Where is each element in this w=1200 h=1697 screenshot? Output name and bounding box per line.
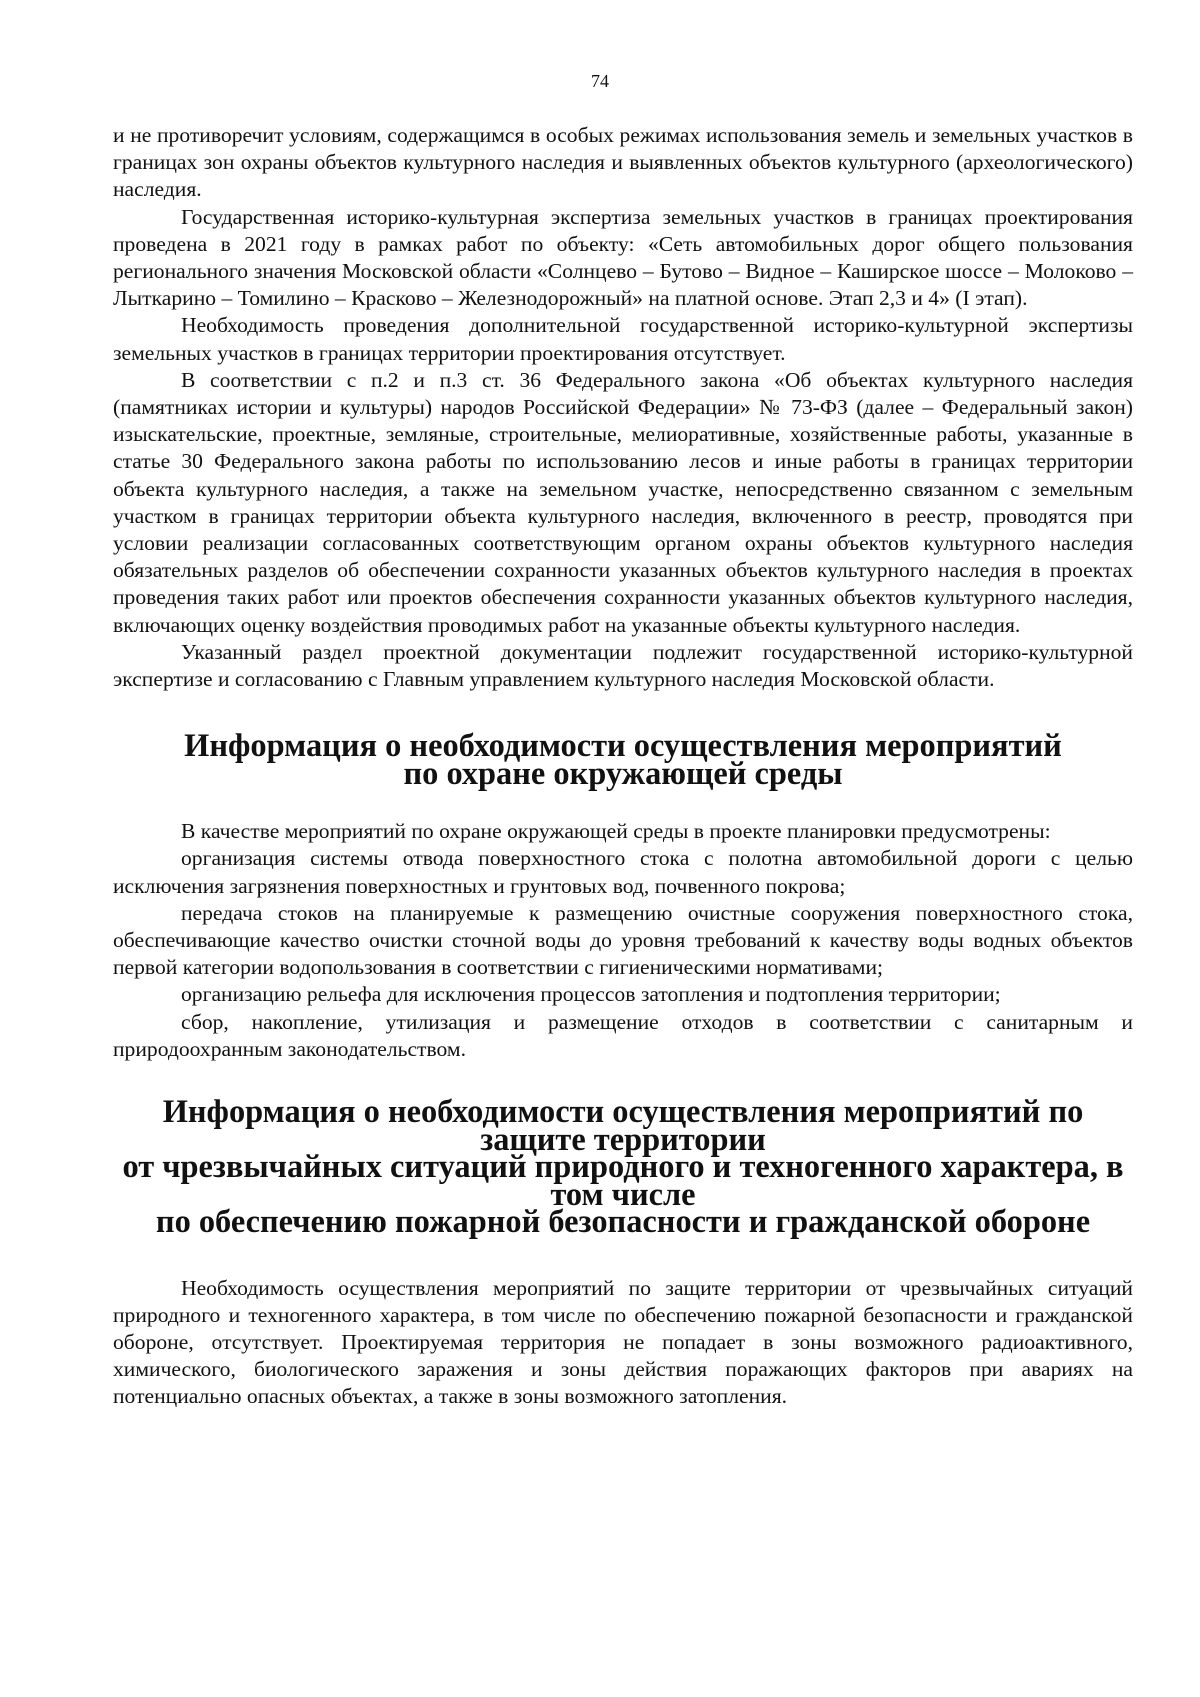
page-content	[113, 122, 1133, 1411]
paragraph-section-approval: Указанный раздел проектной документации подлежит государственной историко-культурной экспертизе и согласованию с Главным управлением культурного наследия Московской области.	[113, 639, 1133, 692]
paragraph-continuation: и не противоречит условиям, содержащимся в особых режимах использования земель и земельных участков в границах зон охраны объектов культурного наследия и выявленных объектов культурного (археологического) наследия.	[113, 123, 1133, 202]
heading-emergency	[113, 1094, 1133, 1241]
list-item-runoff: организация системы отвода поверхностного стока с полотна автомобильной дороги с целью исключения загрязнения поверхностных и грунтовых вод, почвенного покрова;	[113, 846, 1133, 898]
paragraph-expertise: Государственная историко-культурная экспертиза земельных участков в границах проектирования проведена в 2021 году в рамках работ по объекту: «Сеть автомобильных дорог общего пользования регионального значения Московской области «Солнцево – Бутово – Видное – Каширское шоссе – Молоково – Лыткарино – Томилино – Красково – Железнодорожный» на платной основе. Этап 2,3 и 4» (I этап).	[113, 204, 1133, 311]
paragraph-federal-law: В соответствии с п.2 и п.3 ст. 36 Федерального закона «Об объектах культурного наследия (памятниках истории и культуры) народов Российской Федерации» № 73-ФЗ (далее – Федеральный закон) изыскательские, проектные, земляные, строительные, мелиоративные, хозяйственные работы, указанные в статье 30 Федерального закона работы по использованию лесов и иные работы в границах территории объекта культурного наследия, а также на земельном участке, непосредственно связанном с земельным участком в границах территории объекта культурного наследия, включенного в реестр, проводятся при условии реализации согласованных соответствующим органом охраны объектов культурного наследия обязательных разделов об обеспечении сохранности указанных объектов культурного наследия в проектах проведения таких работ или проектов обеспечения сохранности указанных объектов культурного наследия, включающих оценку воздействия проводимых работ на указанные объекты культурного наследия.	[113, 367, 1133, 637]
heading-emergency-line: по обеспечению пожарной безопасности и гражданской обороне	[155, 1204, 1091, 1241]
paragraph-no-additional-expertise: Необходимость проведения дополнительной государственной историко-культурной экспертизы земельных участков в границах территории проектирования отсутствует.	[113, 313, 1133, 365]
heading-emergency-line: Информация о необходимости осуществления мероприятий по защите территории	[162, 1094, 1084, 1158]
paragraph-environment-intro: В качестве мероприятий по охране окружающей среды в проекте планировки предусмотрены:	[181, 819, 1051, 844]
list-item-treatment: передача стоков на планируемые к размещению очистные сооружения поверхностного стока, обеспечивающие качество очистки сточной воды до уровня требований к качеству воды водных объектов первой категории водопользования в соответствии с гигиеническими нормативами;	[113, 900, 1133, 980]
paragraph-emergency: Необходимость осуществления мероприятий по защите территории от чрезвычайных ситуаций природного и техногенного характера, в том числе по обеспечению пожарной безопасности и гражданской обороне, отсутствует. Проектируемая территория не попадает в зоны возможного радиоактивного, химического, биологического заражения и зоны действия поражающих факторов при авариях на потенциально опасных объектах, а также в зоны возможного затопления.	[113, 1275, 1133, 1409]
page-number: 74	[591, 71, 609, 91]
heading-emergency-line: от чрезвычайных ситуаций природного и техногенного характера, в том числе	[122, 1149, 1124, 1213]
heading-environment-line: по охране окружающей среды	[403, 755, 843, 792]
heading-environment	[113, 728, 1133, 792]
list-item-waste: сбор, накопление, утилизация и размещение отходов в соответствии с санитарным и природоохранным законодательством.	[113, 1009, 1133, 1061]
list-item-relief: организацию рельефа для исключения процессов затопления и подтопления территории;	[181, 982, 1001, 1007]
heading-environment-line: Информация о необходимости осуществления мероприятий	[184, 728, 1062, 765]
